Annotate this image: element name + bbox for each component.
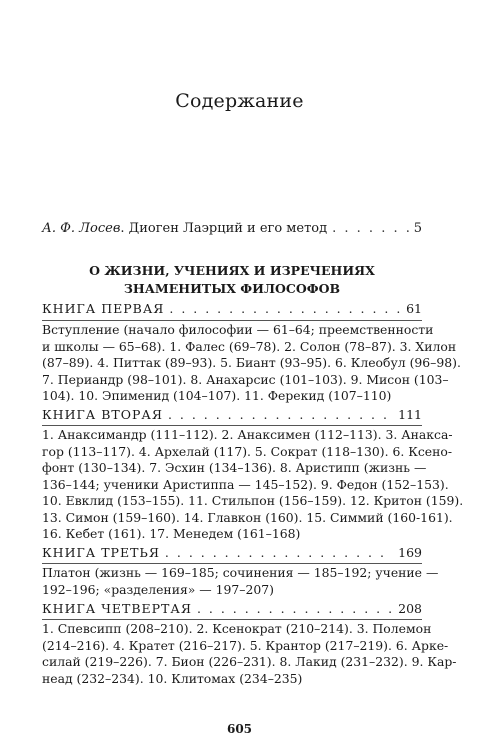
page-title: Содержание [175, 90, 304, 112]
book-label: КНИГА ТРЕТЬЯ [42, 545, 160, 560]
contents-line: 104). 10. Эпименид (104–107). 11. Ферекид (107–110) [42, 388, 392, 403]
book-label: КНИГА ПЕРВАЯ [42, 301, 165, 316]
dot-leader [169, 301, 401, 316]
book-contents-4 [42, 621, 457, 687]
book-rule [42, 619, 422, 620]
book-header-4 [42, 601, 422, 616]
contents-line: 136–144; ученики Аристиппа — 145–152). 9. Федон (152–153). [42, 476, 449, 492]
dot-leader [197, 601, 393, 616]
contents-line: (214–216). 4. Кратет (216–217). 5. Крантор (217–219). 6. Арке- [42, 637, 449, 653]
contents-line: 10. Евклид (153–155). 11. Стильпон (156–159). 12. Критон (159). [42, 493, 464, 508]
dot-leader [332, 221, 409, 236]
book-header-2 [42, 407, 422, 422]
book-page-number: 61 [406, 301, 422, 316]
contents-line: 192–196; «разделения» — 197–207) [42, 581, 274, 597]
contents-line: неад (232–234). 10. Клитомах (234–235) [42, 670, 303, 686]
section-heading-line-1: О ЖИЗНИ, УЧЕНИЯХ И ИЗРЕЧЕНИЯХ [89, 263, 375, 278]
book-header-1 [42, 301, 422, 316]
dot-leader [168, 407, 393, 422]
contents-line: силай (219–226). 7. Бион (226–231). 8. Лакид (231–232). 9. Кар- [42, 654, 457, 669]
contents-line: Вступление (начало философии — 61–64; преемственности [42, 322, 434, 337]
book-page-number: 169 [398, 545, 422, 560]
contents-line: (87–89). 4. Питтак (89–93). 5. Биант (93–95). 6. Клеобул (96–98). [42, 355, 461, 370]
contents-line: 7. Периандр (98–101). 8. Анахарсис (101–103). 9. Мисон (103– [42, 371, 449, 387]
book-rule [42, 320, 422, 321]
book-header-3 [42, 545, 422, 560]
contents-line: 13. Симон (159–160). 14. Главкон (160). 15. Симмий (160-161). [42, 509, 453, 525]
toc-entry-text [42, 221, 327, 236]
contents-line: 16. Кебет (161). 17. Менедем (161–168) [42, 526, 301, 541]
toc-entry-title: . Диоген Лаэрций и его метод [120, 221, 328, 236]
contents-line: 1. Анаксимандр (111–112). 2. Анаксимен (112–113). 3. Анакса- [42, 427, 453, 442]
page-number: 605 [226, 722, 253, 736]
contents-line: 1. Спевсипп (208–210). 2. Ксенократ (210–214). 3. Полемон [42, 621, 432, 636]
toc-entry-intro [42, 221, 422, 236]
book-page-number: 111 [398, 407, 422, 422]
book-rule [42, 425, 422, 426]
contents-line: и школы — 65–68). 1. Фалес (69–78). 2. Солон (78–87). 3. Хилон [42, 338, 457, 354]
contents-line: Платон (жизнь — 169–185; сочинения — 185–192; учение — [42, 565, 439, 580]
book-label: КНИГА ЧЕТВЕРТАЯ [42, 601, 192, 616]
book-page-number: 208 [398, 601, 422, 616]
book-contents-1 [42, 322, 461, 405]
book-contents-2 [42, 427, 464, 543]
section-heading [42, 262, 422, 298]
section-heading-line-2: ЗНАМЕНИТЫХ ФИЛОСОФОВ [123, 281, 341, 296]
contents-line: фонт (130–134). 7. Эсхин (134–136). 8. Аристипп (жизнь — [42, 460, 427, 475]
dot-leader [165, 545, 393, 560]
contents-line: гор (113–117). 4. Архелай (117). 5. Сократ (118–130). 6. Ксено- [42, 443, 453, 459]
book-rule [42, 563, 422, 564]
toc-entry-page: 5 [413, 221, 422, 236]
book-contents-3 [42, 565, 439, 598]
book-label: КНИГА ВТОРАЯ [42, 407, 163, 422]
toc-entry-author: А. Ф. Лосев [42, 221, 121, 236]
